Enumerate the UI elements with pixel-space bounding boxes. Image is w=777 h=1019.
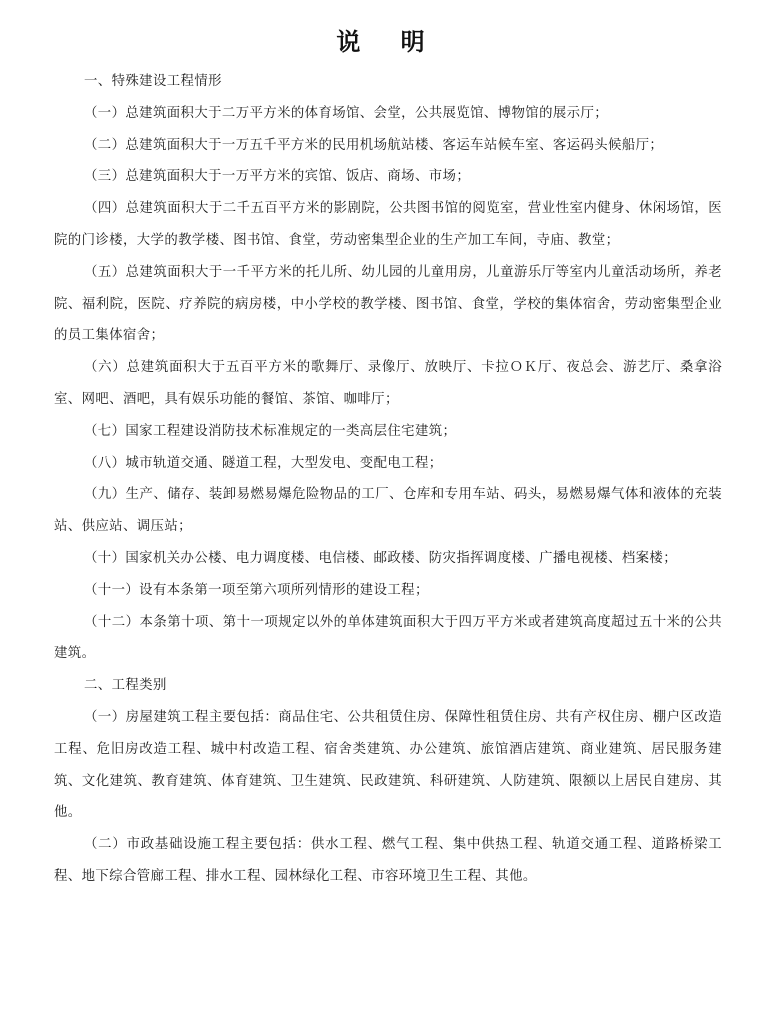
section-heading-project-categories: 二、工程类别 — [84, 678, 167, 694]
paragraph: （八）城市轨道交通、隧道工程，大型发电、变配电工程； — [84, 455, 443, 471]
paragraph: （十二）本条第十项、第十一项规定以外的单体建筑面积大于四万平方米或者建筑高度超过五十米的公共建筑。 — [54, 614, 722, 662]
paragraph: （六）总建筑面积大于五百平方米的歌舞厅、录像厅、放映厅、卡拉ＯＫ厅、夜总会、游艺厅、桑拿浴室、网吧、酒吧，具有娱乐功能的餐馆、茶馆、咖啡厅； — [54, 360, 722, 407]
paragraph: （七）国家工程建设消防技术标准规定的一类高层住宅建筑； — [84, 423, 457, 439]
paragraph: （九）生产、储存、装卸易燃易爆危险物品的工厂、仓库和专用车站、码头，易燃易爆气体和液体的充装站、供应站、调压站； — [54, 487, 722, 535]
paragraph: （四）总建筑面积大于二千五百平方米的影剧院，公共图书馆的阅览室，营业性室内健身、休闲场馆，医院的门诊楼，大学的教学楼、图书馆、食堂，劳动密集型企业的生产加工车间，寺庙、教堂； — [54, 201, 722, 248]
section-heading-special-cases: 一、特殊建设工程情形 — [84, 74, 222, 89]
paragraph: （三）总建筑面积大于一万平方米的宾馆、饭店、商场、市场； — [84, 169, 471, 185]
page-title: 说 明 — [336, 27, 441, 56]
document-body — [54, 66, 722, 893]
paragraph: （二）市政基础设施工程主要包括：供水工程、燃气工程、集中供热工程、轨道交通工程、道路桥梁工程、地下综合管廊工程、排水工程、园林绿化工程、市容环境卫生工程、其他。 — [54, 837, 722, 884]
paragraph: （十）国家机关办公楼、电力调度楼、电信楼、邮政楼、防灾指挥调度楼、广播电视楼、档案楼； — [84, 550, 677, 566]
paragraph: （十一）设有本条第一项至第六项所列情形的建设工程； — [84, 582, 429, 598]
paragraph: （一）房屋建筑工程主要包括：商品住宅、公共租赁住房、保障性租赁住房、共有产权住房、棚户区改造工程、危旧房改造工程、城中村改造工程、宿舍类建筑、办公建筑、旅馆酒店建筑、商业建筑、居民服务建筑、文化建筑、教育建筑、体育建筑、卫生建筑、民政建筑、科研建筑、人防建筑、限额以上居民自建房、其他。 — [54, 709, 722, 821]
paragraph: （二）总建筑面积大于一万五千平方米的民用机场航站楼、客运车站候车室、客运码头候船厅； — [84, 137, 664, 153]
paragraph: （一）总建筑面积大于二万平方米的体育场馆、会堂，公共展览馆、博物馆的展示厅； — [84, 105, 609, 121]
paragraph: （五）总建筑面积大于一千平方米的托儿所、幼儿园的儿童用房，儿童游乐厅等室内儿童活动场所，养老院、福利院，医院、疗养院的病房楼，中小学校的教学楼、图书馆、食堂，学校的集体宿舍，劳动密集型企业的员工集体宿舍； — [54, 264, 722, 344]
